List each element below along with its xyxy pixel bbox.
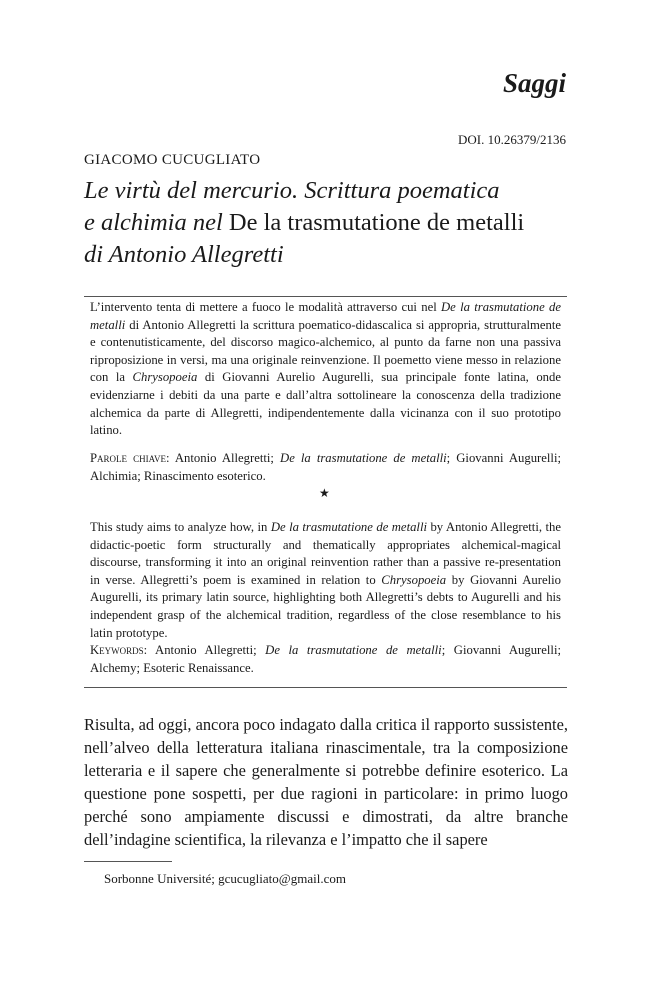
keywords-it-work: De la trasmutatione de metalli <box>280 451 447 465</box>
body-paragraph: Risulta, ad oggi, ancora poco indagato dalla critica il rapporto sussistente, nell’alveo della letteratura italiana rinascimentale, tra la composizione letteraria e il sapere che generalmente si potrebbe definire esoterico. La questione pone sospetti, per due ragioni in particolare: in primo luogo perché sono ampiamente discussi e dimostrati, da altre branche dell’indagine scientifica, la rilevanza e l’impatto che il sapere <box>84 715 568 849</box>
keywords-en-work: De la trasmutatione de metalli <box>265 643 442 657</box>
abstract-it-chrysopoeia: Chrysopoeia <box>132 370 198 385</box>
section-label: Saggi <box>502 68 566 98</box>
title-line-2-italic: e alchimia nel <box>84 209 229 236</box>
keywords-it-text: ; Giovanni Augurelli; Alchimia; Rinascimento esoterico. <box>90 451 561 483</box>
keywords-en-label: Keywords <box>90 643 144 657</box>
footnote-rule <box>84 861 172 862</box>
footnote-affiliation: Sorbonne Université; gcucugliato@gmail.com <box>104 871 346 886</box>
keywords-en-text: ; Giovanni Augurelli; Alchemy; Esoteric Renaissance. <box>90 643 561 675</box>
abstract-en-work-title: De la trasmutatione de metalli <box>270 520 428 534</box>
doi[interactable]: DOI. 10.26379/2136 <box>458 132 566 147</box>
article-title <box>84 175 574 271</box>
abstract-it-text: L’intervento tenta di mettere a fuoco le modalità attraverso cui nel <box>90 300 442 314</box>
abstract-english <box>90 519 561 642</box>
abstract-it-text: di Antonio Allegretti la scrittura poematico-didascalica si appropria, strutturalmente e contenutisticamente, del discorso magico-alchemico, al punto da farne non una passiva riproposizione in versi, ma una originale reinvenzione. Il poemetto viene messo in relazione con la <box>90 317 561 385</box>
title-line-1: Le virtù del mercurio. Scrittura poematica <box>84 177 500 204</box>
author-name: GIACOMO CUCUGLIATO <box>84 152 261 168</box>
keywords-en-text: : Antonio Allegretti; <box>143 643 266 657</box>
title-line-2-work: De la trasmutatione de metalli <box>228 209 525 236</box>
abstract-it-work-title: De la trasmutatione de metalli <box>90 300 561 332</box>
star-separator: ★ <box>319 486 330 500</box>
abstract-en-text: This study aims to analyze how, in <box>90 520 271 534</box>
title-line-3: di Antonio Allegretti <box>84 241 284 268</box>
keywords-it-text: : Antonio Allegretti; <box>165 451 281 465</box>
keywords-italian <box>90 450 561 485</box>
abstract-en-text: by Giovanni Aurelio Augurelli, its primary latin source, highlighting both Allegretti’s debts to Augurelli and his independent grasp of the alchemical tradition, regardless of the close resemblance to his latin prototype. <box>90 572 561 640</box>
keywords-english <box>90 642 561 677</box>
abstract-en-text: by Antonio Allegretti, the didactic-poetic form structurally and thematically appropriates alchemical-magical discourse, transforming it into an original reinvention rather than a passive re-presentation in verse. Allegretti’s poem is examined in relation to <box>90 520 561 587</box>
abstract-it-text: di Giovanni Aurelio Augurelli, sua principale fonte latina, onde evidenziarne i debiti da una parte e dall’altra sottolineare la conoscenza della tradizione alchemica da parte di Allegretti, indipendentemente dalla vicinanza con il suo prototipo latino. <box>90 370 561 438</box>
abstract-italian <box>90 299 561 440</box>
abstract-en-chrysopoeia: Chrysopoeia <box>381 572 447 587</box>
keywords-it-label: Parole chiave <box>90 451 166 465</box>
